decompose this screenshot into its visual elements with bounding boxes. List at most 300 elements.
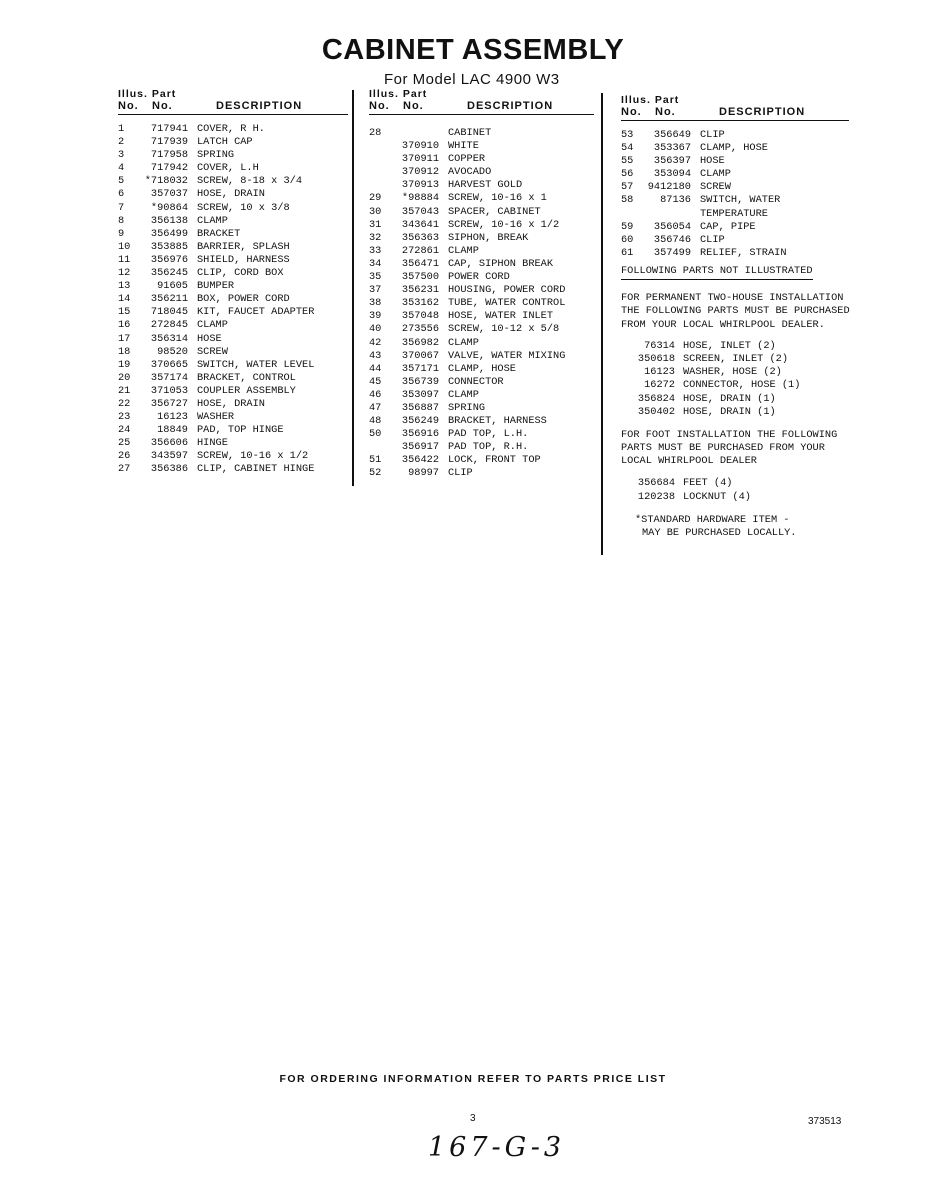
list-item	[625, 366, 871, 379]
illus-number	[369, 166, 389, 179]
part-number: 356684	[637, 477, 675, 490]
part-description: SCREW, 10-16 x 1	[448, 192, 547, 205]
illus-number: 18	[118, 345, 131, 358]
table-row	[369, 454, 594, 467]
part-number: 353885	[150, 240, 188, 253]
table-row	[369, 297, 594, 310]
table-row	[118, 346, 348, 359]
table-row	[369, 402, 594, 415]
list-item	[625, 340, 871, 353]
illus-number: 42	[369, 336, 382, 349]
table-row	[118, 411, 348, 424]
part-description: BRACKET, CONTROL	[197, 371, 296, 384]
part-description: COVER, R H.	[197, 123, 265, 135]
part-description: SHIELD, HARNESS	[197, 253, 290, 266]
part-description: BUMPER	[197, 280, 235, 293]
part-number: 357174	[150, 371, 188, 384]
part-description: LOCK, FRONT TOP	[448, 454, 541, 467]
part-description: COUPLER ASSEMBLY	[197, 384, 296, 397]
part-number: 356422	[401, 454, 439, 467]
part-number: 350402	[637, 405, 675, 418]
permanent-parts-list	[625, 340, 871, 419]
foot-install-note: FOR FOOT INSTALLATION THE FOLLOWING PARTS MUST BE PURCHASED FROM YOUR LOCAL WHIRLPOOL DEALER	[621, 428, 838, 468]
table-row	[369, 350, 594, 363]
illus-number: 28	[369, 127, 382, 139]
illus-number: 4	[118, 162, 125, 175]
part-number: 357048	[401, 310, 439, 323]
table-row	[118, 254, 348, 267]
part-number: 98520	[157, 345, 188, 358]
illus-number: 17	[118, 332, 131, 345]
table-row	[369, 140, 594, 153]
illus-number: 32	[369, 231, 382, 244]
illus-number: 39	[369, 310, 382, 323]
table-row	[369, 467, 594, 480]
part-description: TEMPERATURE	[700, 207, 768, 220]
part-description: SPACER, CABINET	[448, 205, 541, 218]
table-row	[118, 385, 348, 398]
part-description: SWITCH, WATER LEVEL	[197, 358, 315, 371]
table-row	[621, 194, 871, 207]
illus-number	[369, 179, 389, 192]
part-description: SCREW, 10-16 x 1/2	[448, 218, 560, 231]
table-row	[118, 437, 348, 450]
part-description: CONNECTOR	[448, 375, 504, 388]
part-number: 356249	[401, 415, 439, 428]
list-item	[625, 393, 871, 406]
part-number: 16272	[644, 379, 675, 392]
part-number: 98997	[408, 467, 439, 480]
table-row	[369, 363, 594, 376]
illus-number: 19	[118, 358, 131, 371]
part-number: 356363	[401, 231, 439, 244]
part-description: CLAMP	[197, 319, 228, 332]
illus-number: 27	[118, 463, 131, 476]
column-header: No. No. DESCRIPTION	[621, 106, 849, 121]
part-number: 356649	[653, 129, 691, 141]
model-subtitle: For Model LAC 4900 W3	[384, 71, 560, 88]
part-number: 9412180	[647, 181, 691, 194]
illus-number: 60	[621, 233, 634, 246]
handwritten-code: 167-G-3	[428, 1132, 566, 1163]
part-description: LATCH CAP	[197, 136, 253, 149]
table-row	[369, 258, 594, 271]
part-description: LOCKNUT (4)	[683, 490, 751, 503]
part-description: BARRIER, SPLASH	[197, 240, 290, 253]
table-row	[369, 219, 594, 232]
table-row	[118, 319, 348, 332]
part-description: SCREW	[197, 345, 228, 358]
table-row	[118, 228, 348, 241]
part-description: CLIP	[700, 129, 725, 141]
illus-number: 34	[369, 257, 382, 270]
parts-column-3	[621, 94, 871, 540]
part-number: 356314	[150, 332, 188, 345]
illus-number: 12	[118, 267, 131, 280]
part-description: COVER, L.H	[197, 162, 259, 175]
part-number: 356397	[653, 155, 691, 168]
part-description: SPRING	[197, 149, 235, 162]
list-item	[625, 477, 871, 490]
part-description: PAD TOP, R.H.	[448, 441, 529, 454]
illus-number: 57	[621, 181, 634, 194]
foot-parts-list	[625, 477, 871, 503]
part-number: *98884	[401, 192, 439, 205]
table-row	[621, 234, 871, 247]
part-number: 273556	[401, 323, 439, 336]
illus-number: 50	[369, 428, 382, 441]
table-row	[118, 372, 348, 385]
table-row	[369, 323, 594, 336]
part-description: SCREW, 8-18 x 3/4	[197, 175, 303, 188]
part-number: 717942	[150, 162, 188, 175]
column-divider-1	[352, 90, 354, 486]
table-row	[118, 450, 348, 463]
part-number: 356499	[150, 227, 188, 240]
part-number: 350618	[637, 352, 675, 365]
illus-number: 51	[369, 454, 382, 467]
illus-number: 5	[118, 175, 125, 188]
part-description: HINGE	[197, 437, 228, 450]
part-number: 356606	[150, 437, 188, 450]
illus-number: 48	[369, 415, 382, 428]
illus-number: 15	[118, 306, 131, 319]
illus-number: 20	[118, 371, 131, 384]
part-description: SPRING	[448, 401, 486, 414]
illus-number: 10	[118, 240, 131, 253]
column-header: No. No. DESCRIPTION	[369, 100, 594, 115]
part-description: FEET (4)	[683, 477, 733, 490]
illus-number: 16	[118, 319, 131, 332]
table-row	[118, 215, 348, 228]
illus-number: 9	[118, 227, 125, 240]
part-number: 357043	[401, 205, 439, 218]
part-description: TUBE, WATER CONTROL	[448, 297, 566, 310]
table-row	[369, 245, 594, 258]
part-description: HOUSING, POWER CORD	[448, 284, 566, 297]
illus-number: 24	[118, 424, 131, 437]
part-description: CLAMP, HOSE	[448, 362, 516, 375]
illus-number: 22	[118, 397, 131, 410]
part-number: 16123	[644, 366, 675, 379]
part-number: 717939	[150, 136, 188, 149]
table-row	[118, 267, 348, 280]
illus-number: 46	[369, 388, 382, 401]
part-number: 76314	[644, 339, 675, 352]
part-number: 16123	[157, 411, 188, 424]
part-number: 353162	[401, 297, 439, 310]
part-number: *718032	[144, 175, 188, 188]
table-row	[369, 153, 594, 166]
illus-number: 2	[118, 136, 125, 149]
table-row	[369, 389, 594, 402]
table-row	[118, 202, 348, 215]
illus-number: 59	[621, 220, 634, 233]
part-number: 353097	[401, 388, 439, 401]
table-row	[621, 247, 871, 260]
part-number: 356245	[150, 267, 188, 280]
part-number: 356917	[401, 441, 439, 454]
part-description: HOSE, DRAIN	[197, 188, 265, 201]
illus-number: 13	[118, 280, 131, 293]
illus-number: 38	[369, 297, 382, 310]
illus-number: 21	[118, 384, 131, 397]
part-number: 718045	[150, 306, 188, 319]
table-row	[369, 284, 594, 297]
part-description: SIPHON, BREAK	[448, 231, 529, 244]
part-description: SCREW, 10 x 3/8	[197, 201, 290, 214]
part-number: 353367	[653, 142, 691, 155]
part-description: HOSE, WATER INLET	[448, 310, 554, 323]
part-description: CLAMP	[448, 244, 479, 257]
part-number: 18849	[157, 424, 188, 437]
table-row	[369, 376, 594, 389]
part-description: CAP, PIPE	[700, 220, 756, 233]
table-row	[118, 359, 348, 372]
part-number: 357171	[401, 362, 439, 375]
illus-number: 1	[118, 123, 125, 135]
table-row	[369, 206, 594, 219]
list-item	[625, 491, 871, 504]
parts-column-2	[369, 88, 594, 481]
part-description: CLAMP	[448, 388, 479, 401]
page-title: CABINET ASSEMBLY	[321, 34, 625, 66]
part-description: AVOCADO	[448, 166, 492, 179]
part-number: 717941	[150, 123, 188, 135]
illus-number: 29	[369, 192, 382, 205]
part-number: 356231	[401, 284, 439, 297]
table-row	[621, 142, 871, 155]
part-description: CLAMP	[197, 214, 228, 227]
part-number: 357037	[150, 188, 188, 201]
part-description: CLIP, CABINET HINGE	[197, 463, 315, 476]
table-row	[118, 280, 348, 293]
table-row	[118, 306, 348, 319]
part-number: 353094	[653, 168, 691, 181]
part-description: BRACKET	[197, 227, 241, 240]
table-row	[118, 398, 348, 411]
part-description: CLAMP	[448, 336, 479, 349]
part-description: WHITE	[448, 140, 479, 153]
table-row	[369, 428, 594, 441]
illus-number: 31	[369, 218, 382, 231]
part-description: COPPER	[448, 153, 486, 166]
illus-number: 52	[369, 467, 382, 480]
part-description: POWER CORD	[448, 271, 510, 284]
table-row	[369, 441, 594, 454]
illus-number: 14	[118, 293, 131, 306]
illus-number: 37	[369, 284, 382, 297]
table-row	[369, 192, 594, 205]
part-description: SWITCH, WATER	[700, 194, 781, 207]
part-number: 370911	[401, 153, 439, 166]
part-number: 370913	[401, 179, 439, 192]
part-number: 272861	[401, 244, 439, 257]
table-row	[621, 168, 871, 181]
part-number: 717958	[150, 149, 188, 162]
illus-number: 3	[118, 149, 125, 162]
part-number: 371053	[150, 384, 188, 397]
part-number: 356982	[401, 336, 439, 349]
part-description: SCREW	[700, 181, 731, 194]
part-number: 356976	[150, 253, 188, 266]
part-number: 356727	[150, 397, 188, 410]
part-description: CLIP	[700, 233, 725, 246]
table-row	[118, 188, 348, 201]
part-description: CABINET	[448, 127, 492, 139]
part-number: 356471	[401, 257, 439, 270]
part-description: RELIEF, STRAIN	[700, 246, 787, 259]
hardware-note: *STANDARD HARDWARE ITEM - MAY BE PURCHASED LOCALLY.	[635, 513, 797, 540]
illus-number: 33	[369, 244, 382, 257]
table-row	[621, 208, 871, 221]
table-row	[369, 166, 594, 179]
part-number: 370910	[401, 140, 439, 153]
part-description: CLIP, CORD BOX	[197, 267, 284, 280]
not-illustrated-heading: FOLLOWING PARTS NOT ILLUSTRATED	[621, 265, 813, 280]
illus-number	[621, 208, 641, 221]
part-number: *90864	[150, 201, 188, 214]
table-row	[369, 415, 594, 428]
illus-number: 45	[369, 375, 382, 388]
illus-number: 54	[621, 142, 634, 155]
parts-column-1	[118, 88, 348, 477]
part-description: HOSE, DRAIN (1)	[683, 392, 776, 405]
part-number: 356746	[653, 233, 691, 246]
illus-number: 47	[369, 401, 382, 414]
table-row	[118, 162, 348, 175]
part-description: PAD, TOP HINGE	[197, 424, 284, 437]
illus-number: 8	[118, 214, 125, 227]
part-description: BOX, POWER CORD	[197, 293, 290, 306]
table-row	[118, 241, 348, 254]
illus-number: 23	[118, 411, 131, 424]
illus-number: 55	[621, 155, 634, 168]
part-number: 370665	[150, 358, 188, 371]
illus-number: 44	[369, 362, 382, 375]
part-number	[389, 127, 448, 140]
part-number: 357499	[653, 246, 691, 259]
table-row	[369, 179, 594, 192]
illus-number: 35	[369, 271, 382, 284]
part-number: 343641	[401, 218, 439, 231]
illus-number: 26	[118, 450, 131, 463]
part-number: 120238	[637, 490, 675, 503]
part-number: 356211	[150, 293, 188, 306]
table-row	[369, 310, 594, 323]
table-row	[369, 127, 594, 140]
table-row	[118, 175, 348, 188]
part-description: SCREW, 10-12 x 5/8	[448, 323, 560, 336]
part-number: 87136	[660, 194, 691, 207]
illus-number	[369, 153, 389, 166]
part-number: 357500	[401, 271, 439, 284]
illus-number: 30	[369, 205, 382, 218]
part-number: 356887	[401, 401, 439, 414]
illus-number: 7	[118, 201, 125, 214]
part-description: SCREEN, INLET (2)	[683, 352, 789, 365]
table-row	[118, 293, 348, 306]
table-row	[118, 424, 348, 437]
part-number: 356916	[401, 428, 439, 441]
column-header-top: Illus. Part	[118, 88, 177, 100]
part-description: SCREW, 10-16 x 1/2	[197, 450, 309, 463]
table-row	[118, 149, 348, 162]
table-row	[621, 181, 871, 194]
illus-number: 11	[118, 253, 131, 266]
part-description: BRACKET, HARNESS	[448, 415, 547, 428]
table-row	[621, 129, 871, 142]
part-number: 272845	[150, 319, 188, 332]
column-header: No. No. DESCRIPTION	[118, 100, 348, 115]
illus-number: 58	[621, 194, 634, 207]
part-description: PAD TOP, L.H.	[448, 428, 529, 441]
part-number: 370067	[401, 349, 439, 362]
illus-number: 53	[621, 129, 634, 141]
part-number: 356739	[401, 375, 439, 388]
part-description: CAP, SIPHON BREAK	[448, 257, 554, 270]
list-item	[625, 406, 871, 419]
table-row	[621, 221, 871, 234]
part-description: HOSE	[197, 332, 222, 345]
table-row	[118, 136, 348, 149]
part-description: KIT, FAUCET ADAPTER	[197, 306, 315, 319]
part-number	[641, 208, 700, 221]
table-row	[118, 463, 348, 476]
table-row	[118, 123, 348, 136]
table-row	[369, 337, 594, 350]
permanent-install-note: FOR PERMANENT TWO-HOUSE INSTALLATION THE FOLLOWING PARTS MUST BE PURCHASED FROM YOUR LOCAL WHIRLPOOL DEALER.	[621, 292, 850, 331]
part-description: CONNECTOR, HOSE (1)	[683, 379, 801, 392]
illus-number: 56	[621, 168, 634, 181]
table-row	[118, 333, 348, 346]
page-number: 3	[470, 1113, 476, 1124]
list-item	[625, 353, 871, 366]
table-row	[369, 232, 594, 245]
illus-number	[369, 441, 389, 454]
column-header-top: Illus. Part	[621, 94, 680, 106]
table-row	[369, 271, 594, 284]
illus-number: 6	[118, 188, 125, 201]
part-number: 356138	[150, 214, 188, 227]
part-description: WASHER	[197, 411, 235, 424]
part-description: HOSE, DRAIN	[197, 397, 265, 410]
list-item	[625, 379, 871, 392]
part-description: VALVE, WATER MIXING	[448, 349, 566, 362]
table-row	[621, 155, 871, 168]
part-description: CLAMP	[700, 168, 731, 181]
part-number: 356386	[150, 463, 188, 476]
part-number: 91605	[157, 280, 188, 293]
part-number: 343597	[150, 450, 188, 463]
part-description: WASHER, HOSE (2)	[683, 366, 782, 379]
part-number: 370912	[401, 166, 439, 179]
illus-number: 40	[369, 323, 382, 336]
illus-number	[369, 140, 389, 153]
illus-number: 43	[369, 349, 382, 362]
illus-number: 25	[118, 437, 131, 450]
part-description: HOSE, INLET (2)	[683, 339, 776, 352]
document-number: 373513	[808, 1116, 842, 1127]
ordering-footer: FOR ORDERING INFORMATION REFER TO PARTS PRICE LIST	[279, 1073, 667, 1085]
part-description: CLAMP, HOSE	[700, 142, 768, 155]
part-description: HOSE, DRAIN (1)	[683, 405, 776, 418]
part-description: HOSE	[700, 155, 725, 168]
part-description: CLIP	[448, 467, 473, 480]
part-number: 356054	[653, 220, 691, 233]
illus-number: 61	[621, 246, 634, 259]
part-description: HARVEST GOLD	[448, 179, 523, 192]
